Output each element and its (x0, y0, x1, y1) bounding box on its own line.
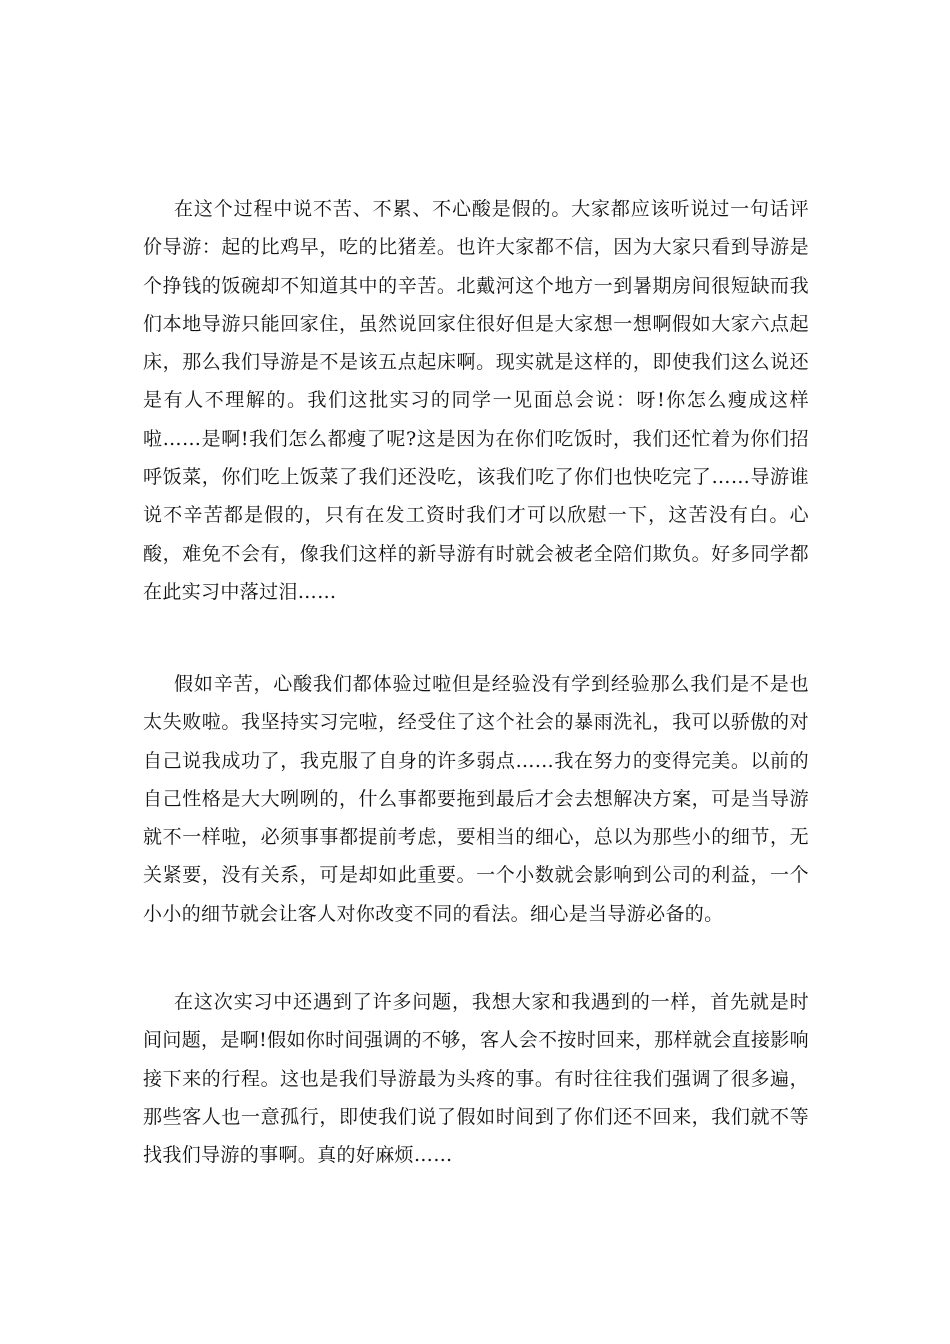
paragraph-time-problems: 在这次实习中还遇到了许多问题，我想大家和我遇到的一样，首先就是时间问题，是啊!假如你时间强调的不够，客人会不按时回来，那样就会直接影响接下来的行程。这也是我们导游最为头疼的事。有时往往我们强调了很多遍，那些客人也一意孤行，即使我们说了假如时间到了你们还不回来，我们就不等找我们导游的事啊。真的好麻烦…… (143, 991, 809, 1167)
paragraph-hardship: 在这个过程中说不苦、不累、不心酸是假的。大家都应该听说过一句话评价导游：起的比鸡早，吃的比猪差。也许大家都不信，因为大家只看到导游是个挣钱的饭碗却不知道其中的辛苦。北戴河这个地方一到暑期房间很短缺而我们本地导游只能回家住，虽然说回家住很好但是大家想一想啊假如大家六点起床，那么我们导游是不是该五点起床啊。现实就是这样的，即使我们这么说还是有人不理解的。我们这批实习的同学一见面总会说：呀!你怎么瘦成这样啦……是啊!我们怎么都瘦了呢?这是因为在你们吃饭时，我们还忙着为你们招呼饭菜，你们吃上饭菜了我们还没吃，该我们吃了你们也快吃完了……导游谁说不辛苦都是假的，只有在发工资时我们才可以欣慰一下，这苦没有白。心酸，难免不会有，像我们这样的新导游有时就会被老全陪们欺负。好多同学都在此实习中落过泪…… (143, 198, 809, 603)
paragraph-experience: 假如辛苦，心酸我们都体验过啦但是经验没有学到经验那么我们是不是也太失败啦。我坚持实习完啦，经受住了这个社会的暴雨洗礼，我可以骄傲的对自己说我成功了，我克服了自身的许多弱点……我在努力的变得完美。以前的自己性格是大大咧咧的，什么事都要拖到最后才会去想解决方案，可是当导游就不一样啦，必须事事都提前考虑，要相当的细心，总以为那些小的细节，无关紧要，没有关系，可是却如此重要。一个小数就会影响到公司的利益，一个小小的细节就会让客人对你改变不同的看法。细心是当导游必备的。 (143, 673, 809, 925)
